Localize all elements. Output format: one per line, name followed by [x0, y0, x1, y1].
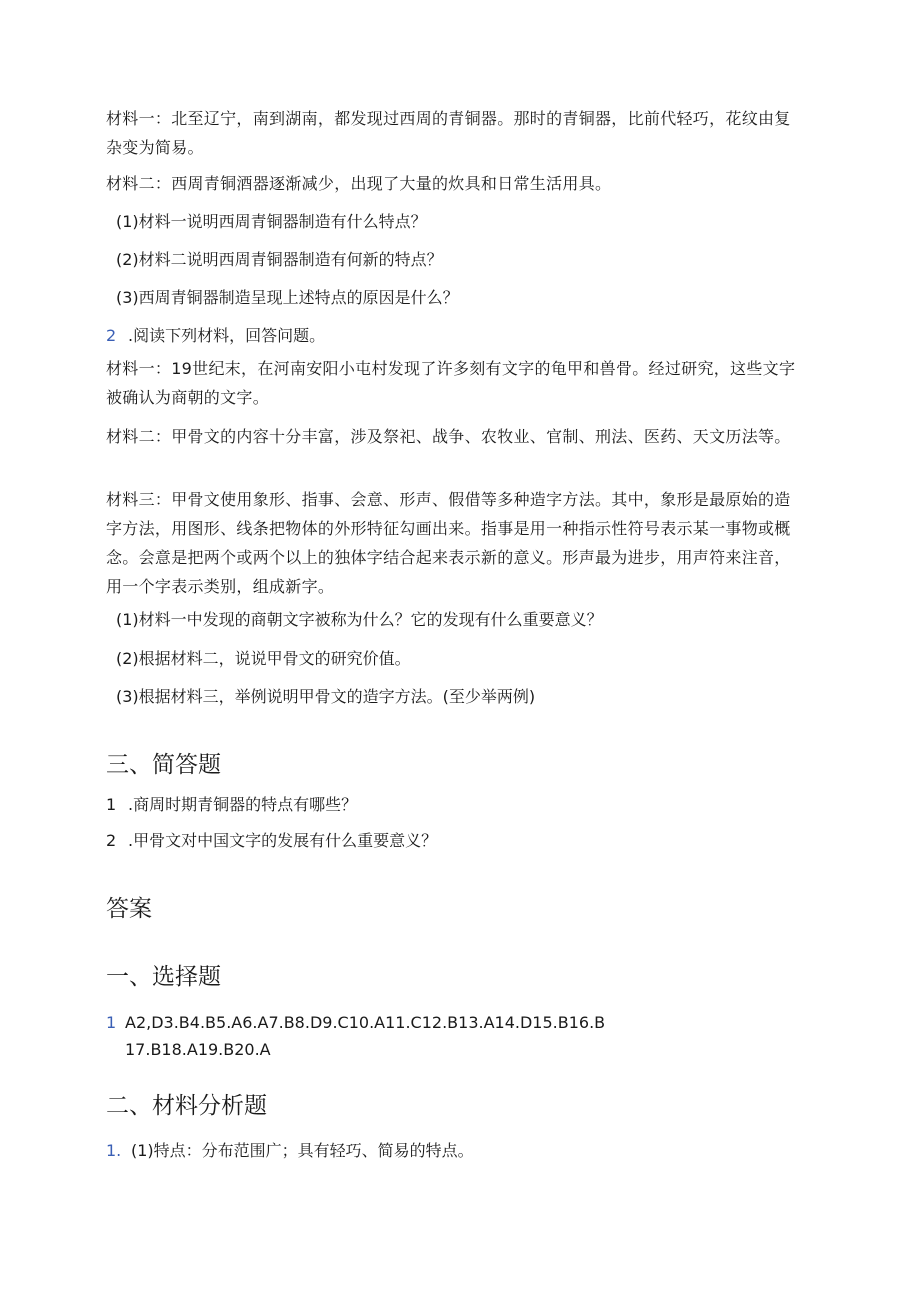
q2-material-1-paragraph: 材料一：19世纪末，在河南安阳小屯村发现了许多刻有文字的龟甲和兽骨。经过研究，这些文字被确认为商朝的文字。	[106, 359, 796, 407]
item-text: .甲骨文对中国文字的发展有什么重要意义？	[128, 831, 438, 850]
answers-analysis-item-1	[106, 1140, 474, 1162]
answers-section-2-heading: 二、材料分析题	[106, 1093, 267, 1119]
section-3-item-1	[106, 794, 357, 816]
answer-line-1-text: A2,D3.B4.B5.A6.A7.B8.D9.C10.A11.C12.B13.A14.D15.B16.B	[125, 1013, 606, 1032]
sub-question-1: (1)材料一说明西周青铜器制造有什么特点？	[116, 212, 427, 231]
q2-material-3-paragraph: 材料三：甲骨文使用象形、指事、会意、形声、假借等多种造字方法。其中，象形是最原始的造字方法，用图形、线条把物体的外形特征勾画出来。指事是用一种指示性符号表示某一事物或概念。会意是把两个或两个以上的独体字结合起来表示新的意义。形声最为进步，用声符来注音，用一个字表示类别，组成新字。	[106, 490, 791, 596]
item-number: 1	[106, 795, 117, 814]
section-3-item-2	[106, 830, 437, 852]
answers-choice-list	[106, 1009, 605, 1063]
sub-question-3: (3)西周青铜器制造呈现上述特点的原因是什么？	[116, 288, 459, 307]
sub-question-2: (2)材料二说明西周青铜器制造有何新的特点？	[116, 250, 443, 269]
question-text: .阅读下列材料，回答问题。	[128, 326, 326, 345]
material-1-paragraph: 材料一：北至辽宁，南到湖南，都发现过西周的青铜器。那时的青铜器，比前代轻巧，花纹由复杂变为简易。	[106, 109, 791, 157]
item-text: .商周时期青铜器的特点有哪些？	[128, 795, 358, 814]
answers-choice-line-2	[106, 1036, 605, 1063]
answer-number: 1.	[106, 1141, 122, 1160]
q2-sub-question-1: (1)材料一中发现的商朝文字被称为什么？它的发现有什么重要意义？	[116, 610, 603, 629]
q2-sub-question-3: (3)根据材料三，举例说明甲骨文的造字方法。(至少举两例)	[116, 687, 536, 706]
answer-text: (1)特点：分布范围广；具有轻巧、简易的特点。	[131, 1141, 474, 1160]
item-number: 2	[106, 831, 117, 850]
answers-choice-line-1	[106, 1009, 605, 1036]
question-number: 2	[106, 326, 117, 345]
answer-number: 1	[106, 1013, 117, 1032]
question-2-header	[106, 325, 325, 347]
q2-material-2-paragraph: 材料二：甲骨文的内容十分丰富，涉及祭祀、战争、农牧业、官制、刑法、医药、天文历法等。	[106, 427, 791, 446]
answers-heading: 答案	[106, 896, 152, 922]
answers-section-1-heading: 一、选择题	[106, 964, 221, 990]
q2-sub-question-2: (2)根据材料二，说说甲骨文的研究价值。	[116, 649, 411, 668]
material-2-paragraph: 材料二：西周青铜酒器逐渐减少，出现了大量的炊具和日常生活用具。	[106, 174, 612, 193]
answer-line-2-text: 17.B18.A19.B20.A	[125, 1040, 271, 1059]
section-3-heading: 三、简答题	[106, 752, 221, 778]
